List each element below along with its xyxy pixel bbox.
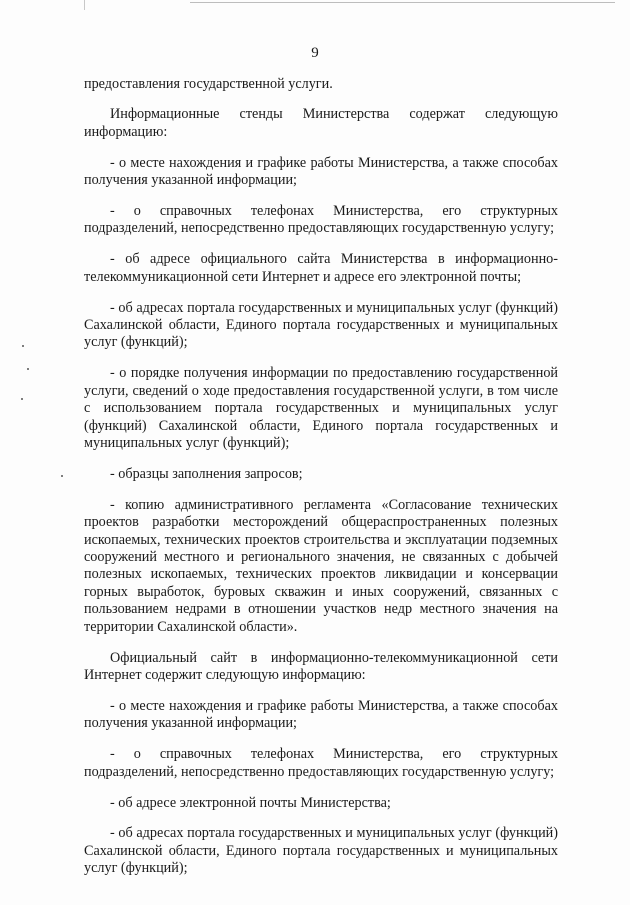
list-item-location: - о месте нахождения и графике работы Министерства, а также способах получения указанной информации; [84,154,558,189]
list-item-portals-2: - об адресах портала государственных и муниципальных услуг (функций) Сахалинской области, Единого портала государственных и муниципальных услуг (функций); [84,825,558,877]
list-item-regulation: - копию административного регламента «Согласование технических проектов разработки месторождений общераспространенных полезных ископаемых, технических проектов строительства и эксплуатации подземных сооружений местного и регионального значения, не связанных с добычей полезных ископаемых, технических проектов ликвидации и консервации горных выработок, буровых скважин и иных сооружений, связанных с пользованием недрами в отношении участков недр местного значения на территории Сахалинской области». [84,496,558,635]
scan-top-edge [190,2,615,3]
scan-speck [61,475,63,477]
paragraph-website-intro: Официальный сайт в информационно-телекоммуникационной сети Интернет содержит следующую информацию: [84,649,558,683]
list-item-phones-2: - о справочных телефонах Министерства, его структурных подразделений, непосредственно предоставляющих государственную услугу; [84,746,558,780]
document-body [84,76,558,891]
list-item-portals: - об адресах портала государственных и муниципальных услуг (функций) Сахалинской области, Единого портала государственных и муниципальных услуг (функций); [84,299,558,351]
list-item-location-2: - о месте нахождения и графике работы Министерства, а также способах получения указанной информации; [84,697,558,732]
list-item-website: - об адресе официального сайта Министерства в информационно-телекоммуникационной сети Интернет и адресе его электронной почты; [84,251,558,285]
scan-speck [27,368,29,370]
page-number: 9 [311,45,319,61]
scan-speck [22,345,24,347]
list-item-phones: - о справочных телефонах Министерства, его структурных подразделений, непосредственно предоставляющих государственную услугу; [84,203,558,237]
paragraph-stands-intro: Информационные стенды Министерства содержат следующую информацию: [84,106,558,140]
scan-speck [21,398,23,400]
continuation-line: предоставления государственной услуги. [84,76,333,92]
list-item-email: - об адресе электронной почты Министерства; [110,794,391,811]
list-item-procedure: - о порядке получения информации по предоставлению государственной услуги, сведений о ходе предоставления государственной услуги, в том числе с использованием портала государственных и муниципальных услуг (функций) Сахалинской области, Единого портала государственных и муниципальных услуг (функций); [84,365,558,451]
scan-edge-mark [84,0,85,10]
list-item-samples: - образцы заполнения запросов; [110,465,303,482]
